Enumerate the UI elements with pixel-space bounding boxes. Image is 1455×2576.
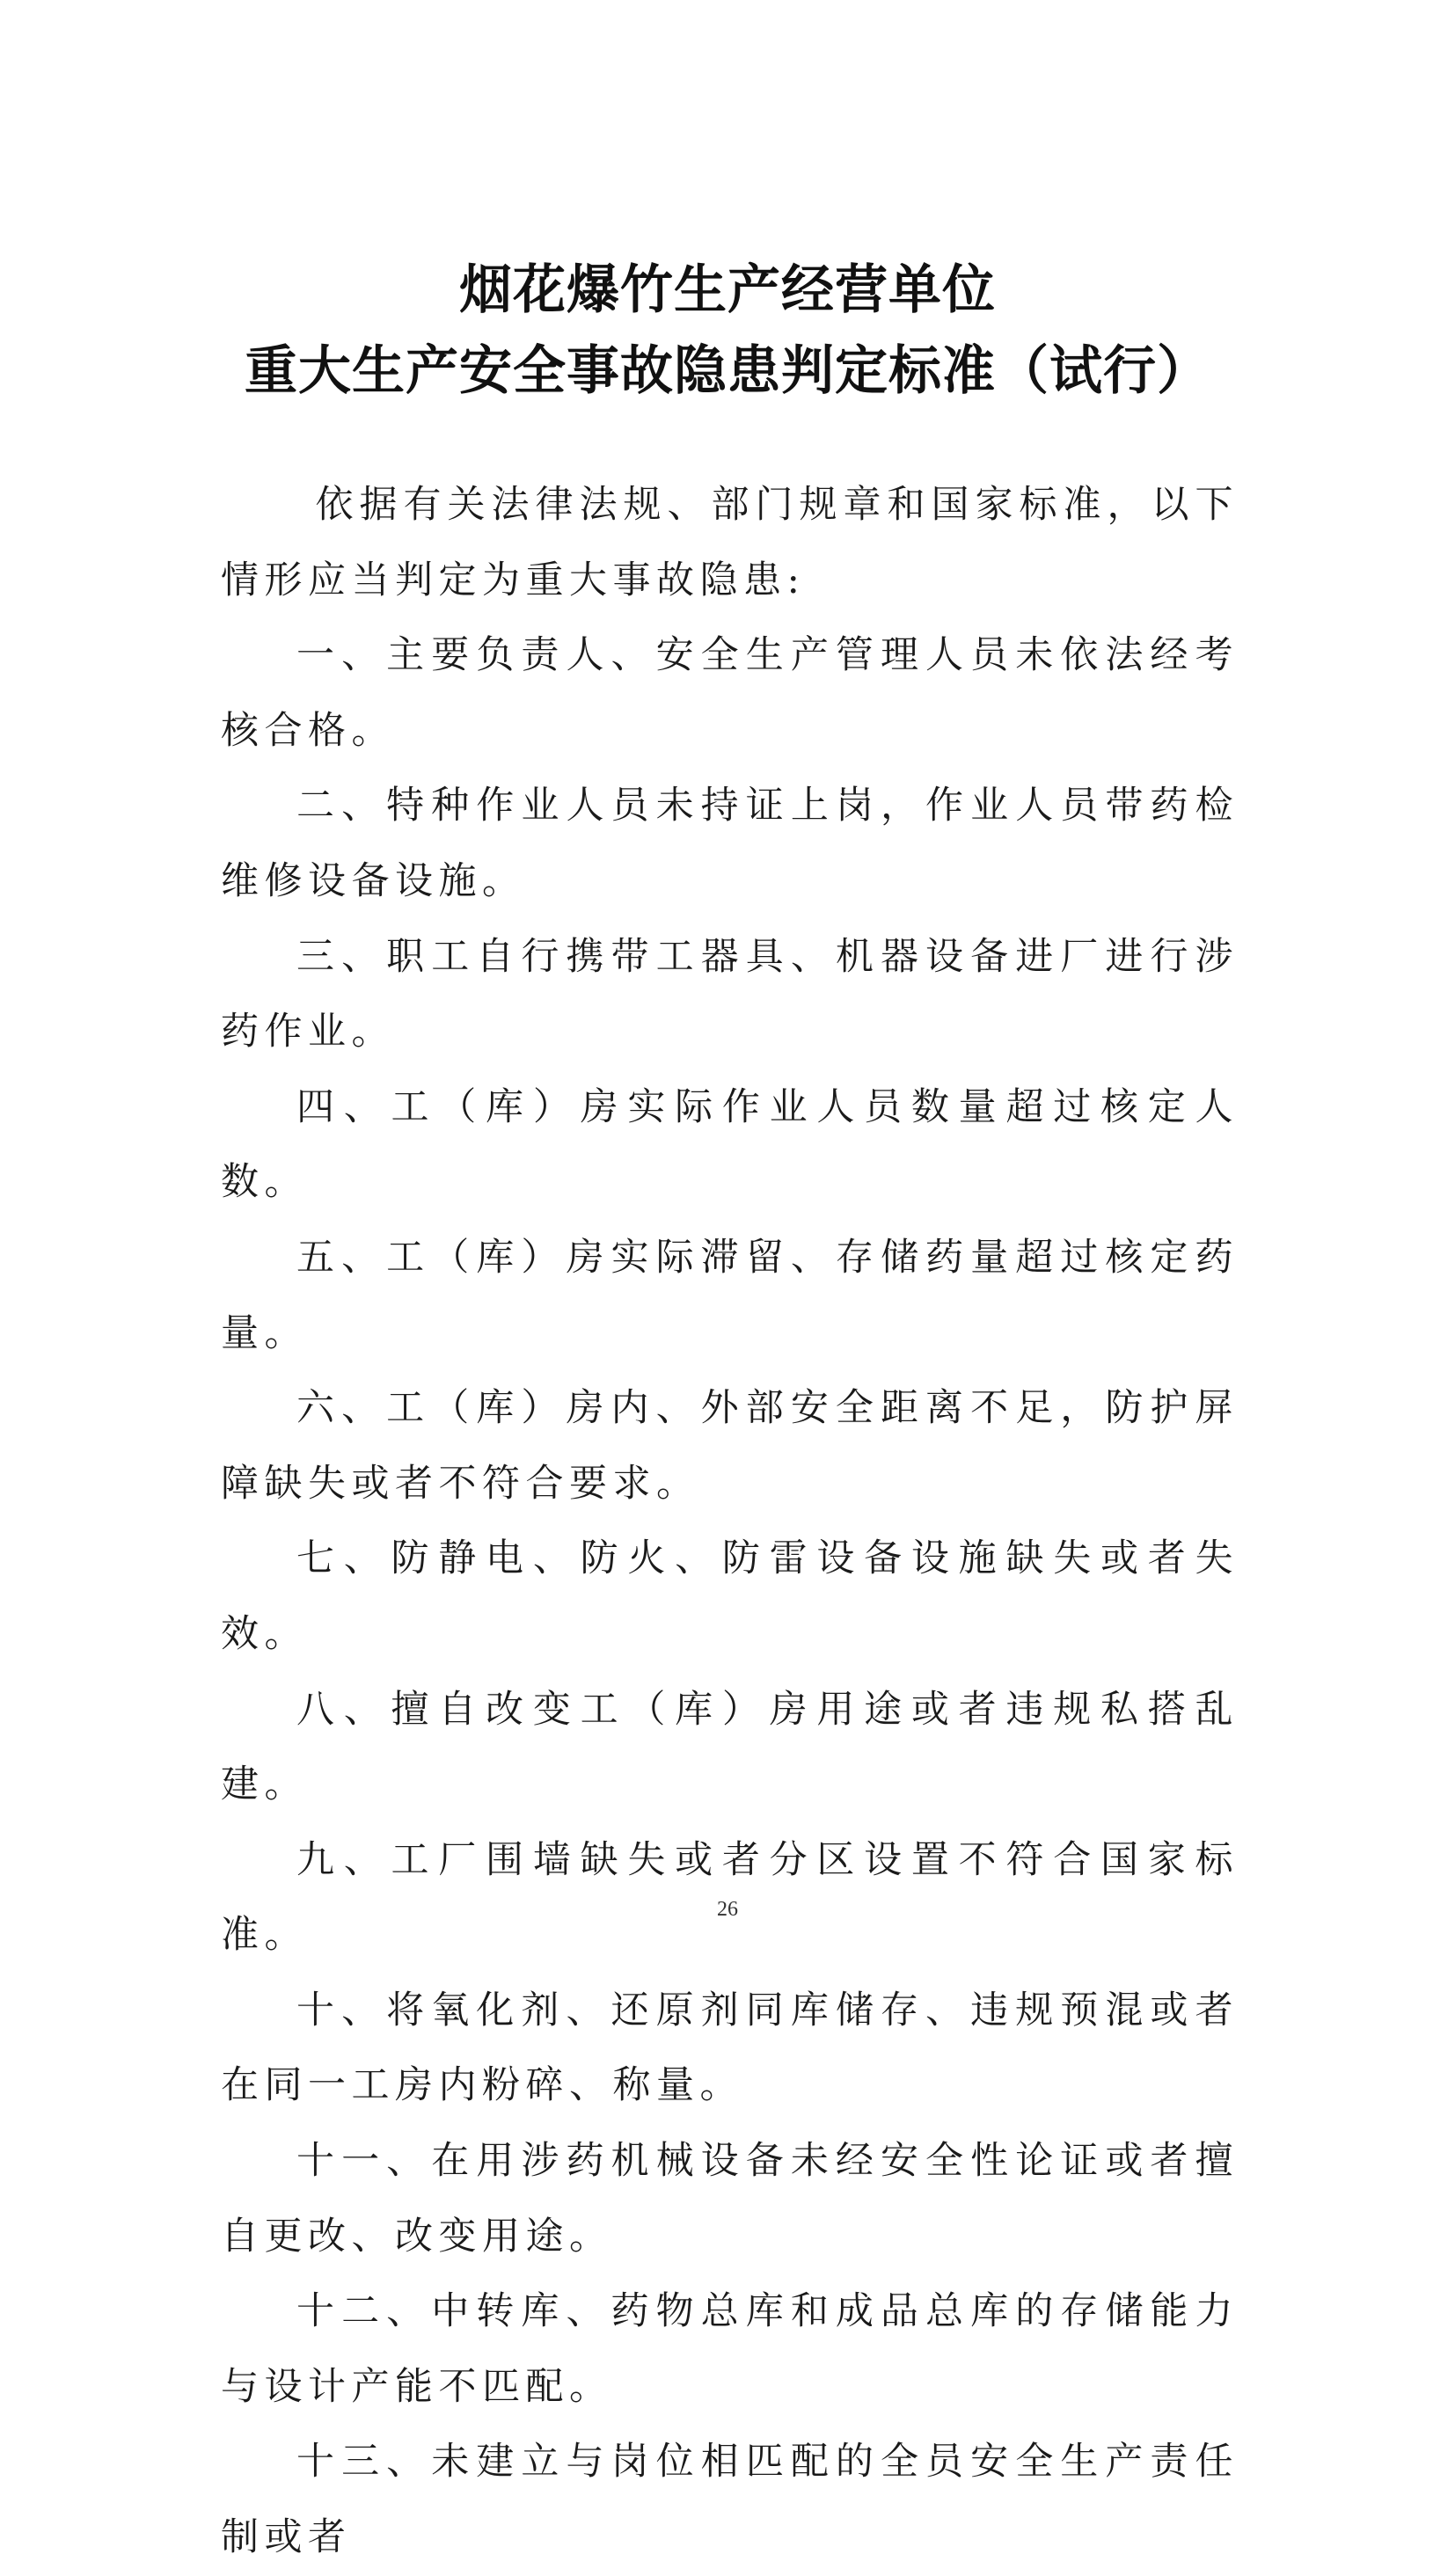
list-item-4: 四、工（库）房实际作业人员数量超过核定人数。 xyxy=(221,1084,1239,1205)
list-item-7: 七、防静电、防火、防雷设备设施缺失或者失效。 xyxy=(221,1536,1239,1656)
list-item-1: 一、主要负责人、安全生产管理人员未依法经考核合格。 xyxy=(221,633,1239,753)
intro-paragraph: 依据有关法律法规、部门规章和国家标准，以下情形应当判定为重大事故隐患: xyxy=(221,483,1239,602)
list-item-8: 八、擅自改变工（库）房用途或者违规私搭乱建。 xyxy=(221,1687,1239,1807)
list-item-13: 十三、未建立与岗位相匹配的全员安全生产责任制或者 xyxy=(221,2440,1239,2560)
list-item-11: 十一、在用涉药机械设备未经安全性论证或者擅自更改、改变用途。 xyxy=(221,2139,1239,2259)
list-item-2: 二、特种作业人员未持证上岗，作业人员带药检维修设备设施。 xyxy=(221,784,1239,903)
document-title-line-1: 烟花爆竹生产经营单位 xyxy=(459,259,996,321)
document-title-line-2: 重大生产安全事故隐患判定标准（试行） xyxy=(245,340,1210,402)
page-number: 26 xyxy=(717,1898,738,1921)
list-item-3: 三、职工自行携带工器具、机器设备进厂进行涉药作业。 xyxy=(221,934,1239,1054)
list-item-6: 六、工（库）房内、外部安全距离不足，防护屏障缺失或者不符合要求。 xyxy=(221,1386,1239,1506)
document-body xyxy=(221,468,1239,2576)
list-item-12: 十二、中转库、药物总库和成品总库的存储能力与设计产能不匹配。 xyxy=(221,2289,1239,2409)
list-item-9: 九、工厂围墙缺失或者分区设置不符合国家标准。 xyxy=(221,1837,1239,1958)
list-item-5: 五、工（库）房实际滞留、存储药量超过核定药量。 xyxy=(221,1235,1239,1355)
list-item-10: 十、将氧化剂、还原剂同库储存、违规预混或者在同一工房内粉碎、称量。 xyxy=(221,1988,1239,2108)
